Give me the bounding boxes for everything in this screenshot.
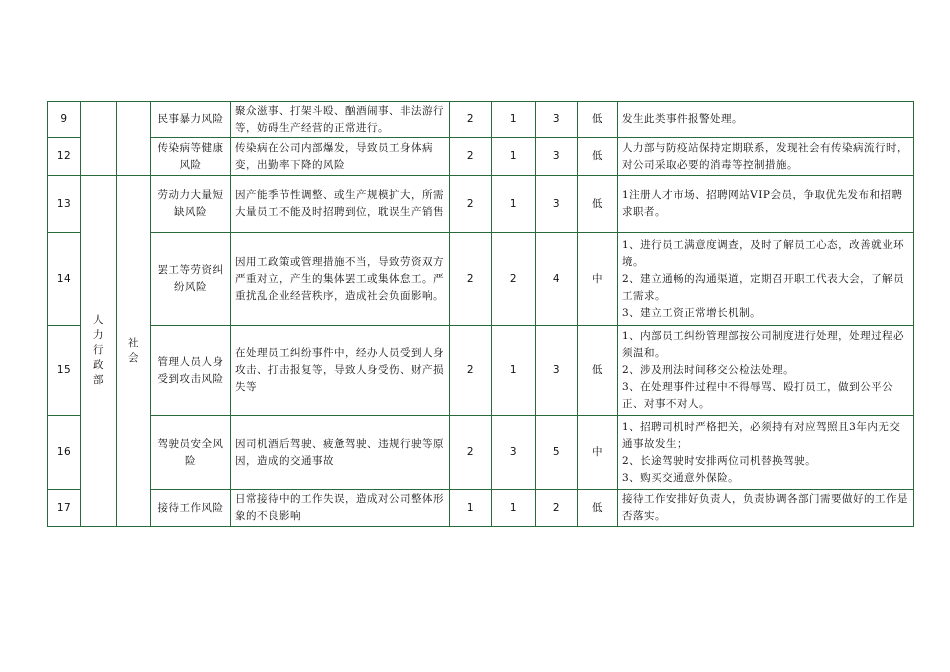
risk-level: 中 [578, 416, 618, 490]
probability: 2 [450, 138, 492, 176]
row-number: 16 [48, 416, 81, 490]
severity: 1 [492, 326, 536, 416]
category-cell: 社会 [117, 176, 151, 527]
measure-line: 1、招聘司机时严格把关，必须持有对应驾照且3年内无交通事故发生； [622, 420, 901, 450]
severity: 1 [492, 138, 536, 176]
risk-description: 日常接待中的工作失误，造成对公司整体形象的不良影响 [231, 490, 450, 527]
risk-level: 低 [578, 176, 618, 233]
score: 2 [536, 490, 578, 527]
risk-description: 传染病在公司内部爆发，导致员工身体病变，出勤率下降的风险 [231, 138, 450, 176]
risk-name: 传染病等健康风险 [151, 138, 231, 176]
probability: 2 [450, 233, 492, 326]
measure-line: 3、购买交通意外保险。 [622, 471, 740, 484]
severity: 1 [492, 490, 536, 527]
table-row [48, 138, 914, 176]
table-row [48, 233, 914, 326]
risk-name: 民事暴力风险 [151, 102, 231, 138]
score: 3 [536, 326, 578, 416]
table-row [48, 326, 914, 416]
measure-line: 3、建立工资正常增长机制。 [622, 306, 762, 319]
department-cell: 人力行政部 [81, 176, 117, 527]
table-row [48, 416, 914, 490]
risk-level: 低 [578, 138, 618, 176]
risk-description: 因司机酒后驾驶、疲惫驾驶、违规行驶等原因，造成的交通事故 [231, 416, 450, 490]
score: 3 [536, 176, 578, 233]
risk-level: 低 [578, 326, 618, 416]
risk-name: 劳动力大量短缺风险 [151, 176, 231, 233]
measure-line: 发生此类事件报警处理。 [622, 113, 743, 125]
measure-line: 接待工作安排好负责人，负责协调各部门需要做好的工作是否落实。 [622, 493, 908, 522]
risk-level: 低 [578, 490, 618, 527]
table-row [48, 176, 914, 233]
department-cell-upper [81, 102, 117, 176]
score: 5 [536, 416, 578, 490]
measure-line: 1、内部员工纠纷管理部按公司制度进行处理，处理过程必须温和。 [622, 330, 905, 359]
score: 4 [536, 233, 578, 326]
row-number: 12 [48, 138, 81, 176]
row-number: 9 [48, 102, 81, 138]
measure-line: 2、建立通畅的沟通渠道，定期召开职工代表大会，了解员工需求。 [622, 272, 905, 302]
risk-name: 接待工作风险 [151, 490, 231, 527]
risk-name: 驾驶员安全风险 [151, 416, 231, 490]
risk-name: 罢工等劳资纠纷风险 [151, 233, 231, 326]
control-measures [618, 176, 914, 233]
risk-name: 管理人员人身受到攻击风险 [151, 326, 231, 416]
control-measures [618, 233, 914, 326]
measure-line: 2、长途驾驶时安排两位司机替换驾驶。 [622, 454, 817, 467]
control-measures [618, 416, 914, 490]
control-measures [618, 490, 914, 527]
measure-line: 2、涉及刑法时间移交公检法处理。 [622, 364, 795, 376]
control-measures [618, 326, 914, 416]
severity: 2 [492, 233, 536, 326]
row-number: 17 [48, 490, 81, 527]
measure-line: 1注册人才市场、招聘网站VIP会员，争取优先发布和招聘求职者。 [622, 189, 903, 218]
control-measures [618, 138, 914, 176]
table-row [48, 490, 914, 527]
row-number: 15 [48, 326, 81, 416]
measure-line: 1、进行员工满意度调查，及时了解员工心态，改善就业环境。 [622, 238, 905, 268]
severity: 1 [492, 102, 536, 138]
score: 3 [536, 102, 578, 138]
risk-description: 因产能季节性调整、或生产规模扩大，所需大量员工不能及时招聘到位，耽误生产销售 [231, 176, 450, 233]
risk-table [47, 101, 914, 527]
row-number: 13 [48, 176, 81, 233]
category-cell-upper [117, 102, 151, 176]
probability: 2 [450, 416, 492, 490]
severity: 1 [492, 176, 536, 233]
risk-description: 在处理员工纠纷事件中，经办人员受到人身攻击、打击报复等，导致人身受伤、财产损失等 [231, 326, 450, 416]
measure-line: 3、在处理事件过程中不得辱骂、殴打员工，做到公平公正、对事不对人。 [622, 381, 894, 410]
score: 3 [536, 138, 578, 176]
severity: 3 [492, 416, 536, 490]
risk-level: 低 [578, 102, 618, 138]
risk-description: 因用工政策或管理措施不当，导致劳资双方严重对立，产生的集体罢工或集体怠工。严重扰乱企业经营秩序，造成社会负面影响。 [231, 233, 450, 326]
row-number: 14 [48, 233, 81, 326]
control-measures [618, 102, 914, 138]
table-row [48, 102, 914, 138]
measure-line: 人力部与防疫站保持定期联系，发现社会有传染病流行时，对公司采取必要的消毒等控制措施。 [622, 141, 908, 171]
risk-description: 聚众滋事、打架斗殴、酗酒闹事、非法游行等，妨碍生产经营的正常进行。 [231, 102, 450, 138]
probability: 1 [450, 490, 492, 527]
probability: 2 [450, 102, 492, 138]
probability: 2 [450, 326, 492, 416]
probability: 2 [450, 176, 492, 233]
risk-level: 中 [578, 233, 618, 326]
